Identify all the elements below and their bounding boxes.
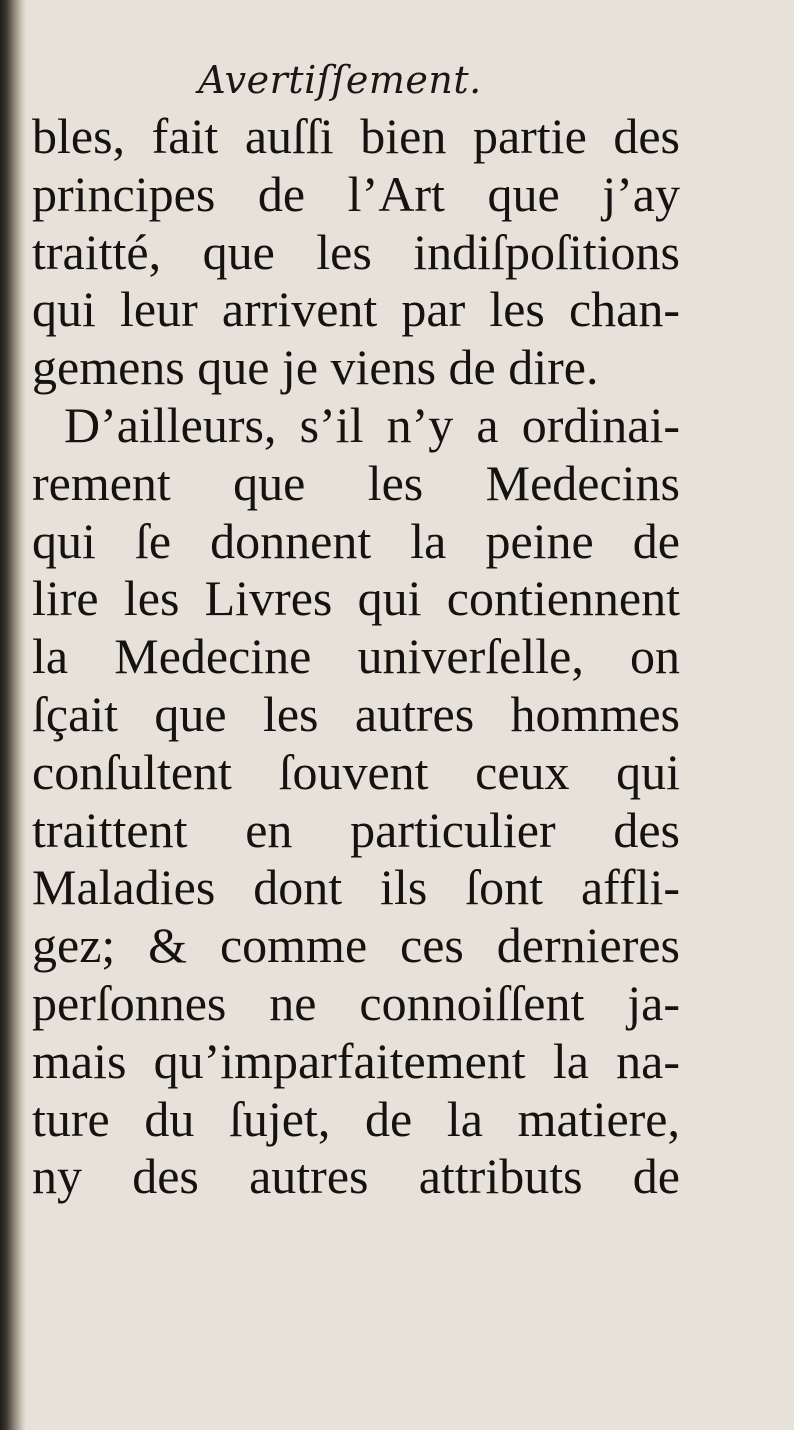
paragraph-start-line: D’ailleurs, s’il n’y a ordinai- [64, 396, 680, 453]
text-line: mais qu’imparfaitement la na- [32, 1032, 680, 1089]
text-line: bles, fait auſſi bien partie des [32, 108, 680, 164]
binding-gutter [0, 0, 26, 1434]
text-line: principes de l’Art que j’ay [32, 165, 680, 222]
text-line: qui leur arrivent par les chan- [32, 281, 680, 338]
body-text [32, 108, 680, 1206]
text-line: perſonnes ne connoiſſent ja- [32, 974, 680, 1031]
text-line: traitté, que les indiſpoſitions [32, 223, 680, 280]
text-line: lire les Livres qui contiennent [32, 570, 680, 627]
text-line: gemens que je viens de dire. [32, 339, 599, 396]
page-edge-right [794, 0, 800, 1434]
text-line: gez; & comme ces dernieres [32, 917, 680, 974]
text-line: ſçait que les autres hommes [32, 685, 680, 742]
page-edge-bottom [0, 1430, 800, 1434]
text-line: ture du ſujet, de la matiere, [32, 1090, 680, 1147]
text-line: la Medecine univerſelle, on [32, 628, 680, 685]
text-line: traittent en particulier des [32, 801, 680, 858]
text-line: conſultent ſouvent ceux qui [32, 743, 680, 800]
running-head: Avertiſſement. [198, 58, 482, 102]
text-line: qui ſe donnent la peine de [32, 512, 680, 569]
text-line: ny des autres attributs de [32, 1148, 680, 1205]
text-line: rement que les Medecins [32, 454, 680, 511]
text-line: Maladies dont ils ſont affli- [32, 859, 680, 916]
